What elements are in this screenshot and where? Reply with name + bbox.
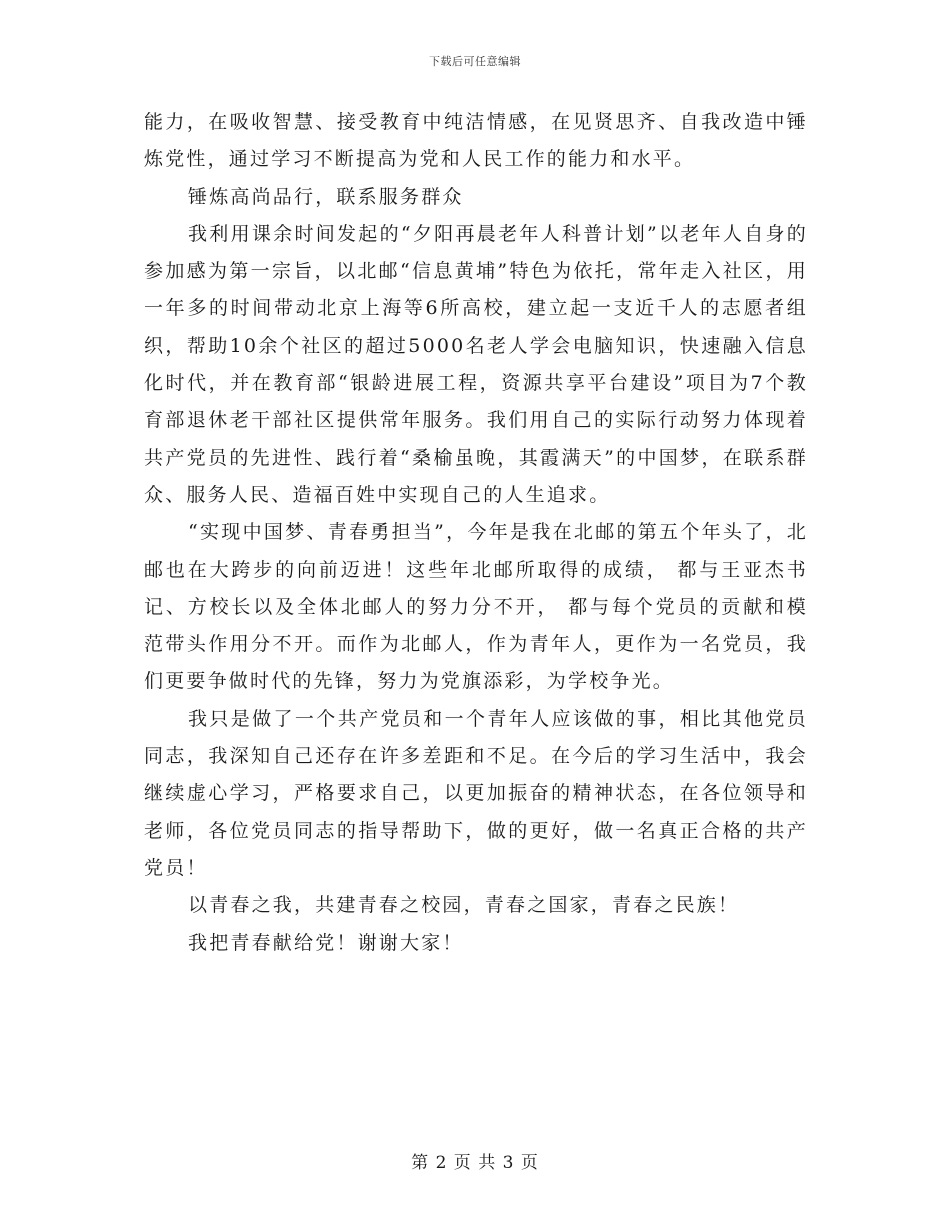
- paragraph: 以青春之我，共建青春之校园，青春之国家，青春之民族！: [188, 894, 740, 917]
- paragraph: 我利用课余时间发起的“夕阳再晨老年人科普计划”以老年人自身的参加感为第一宗旨，以北邮“信息黄埔”特色为依托，常年走入社区，用一年多的时间带动北京上海等6所高校，建立起一支近千人的志愿者组织，帮助10余个社区的超过5000名老人学会电脑知识，快速融入信息化时代，并在教育部“银龄进展工程，资源共享平台建设”项目为7个教育部退休老干部社区提供常年服务。我们用自己的实际行动努力体现着共产党员的先进性、践行着“桑榆虽晚，其霞满天”的中国梦，在联系群众、服务人民、造福百姓中实现自己的人生追求。: [144, 222, 808, 506]
- body-text: [144, 104, 808, 962]
- header-note: 下载后可任意编辑: [429, 55, 521, 68]
- paragraph-heading: 锤炼高尚品行，联系服务群众: [188, 185, 464, 208]
- page-number: 第 2 页 共 3 页: [411, 1153, 539, 1173]
- paragraph: 我只是做了一个共产党员和一个青年人应该做的事，相比其他党员同志，我深知自己还存在许多差距和不足。在今后的学习生活中，我会继续虚心学习，严格要求自己，以更加振奋的精神状态，在各位领导和老师，各位党员同志的指导帮助下，做的更好，做一名真正合格的共产党员！: [144, 707, 808, 879]
- paragraph: 我把青春献给党！谢谢大家！: [188, 931, 464, 954]
- paragraph: 能力，在吸收智慧、接受教育中纯洁情感，在见贤思齐、自我改造中锤炼党性，通过学习不断提高为党和人民工作的能力和水平。: [144, 111, 808, 171]
- paragraph: “实现中国梦、青春勇担当”，今年是我在北邮的第五个年头了，北邮也在大跨步的向前迈进！这些年北邮所取得的成绩， 都与王亚杰书记、方校长以及全体北邮人的努力分不开， 都与每个党员的贡献和模范带头作用分不开。而作为北邮人，作为青年人，更作为一名党员，我们更要争做时代的先锋，努力为党旗添彩，为学校争光。: [144, 521, 808, 693]
